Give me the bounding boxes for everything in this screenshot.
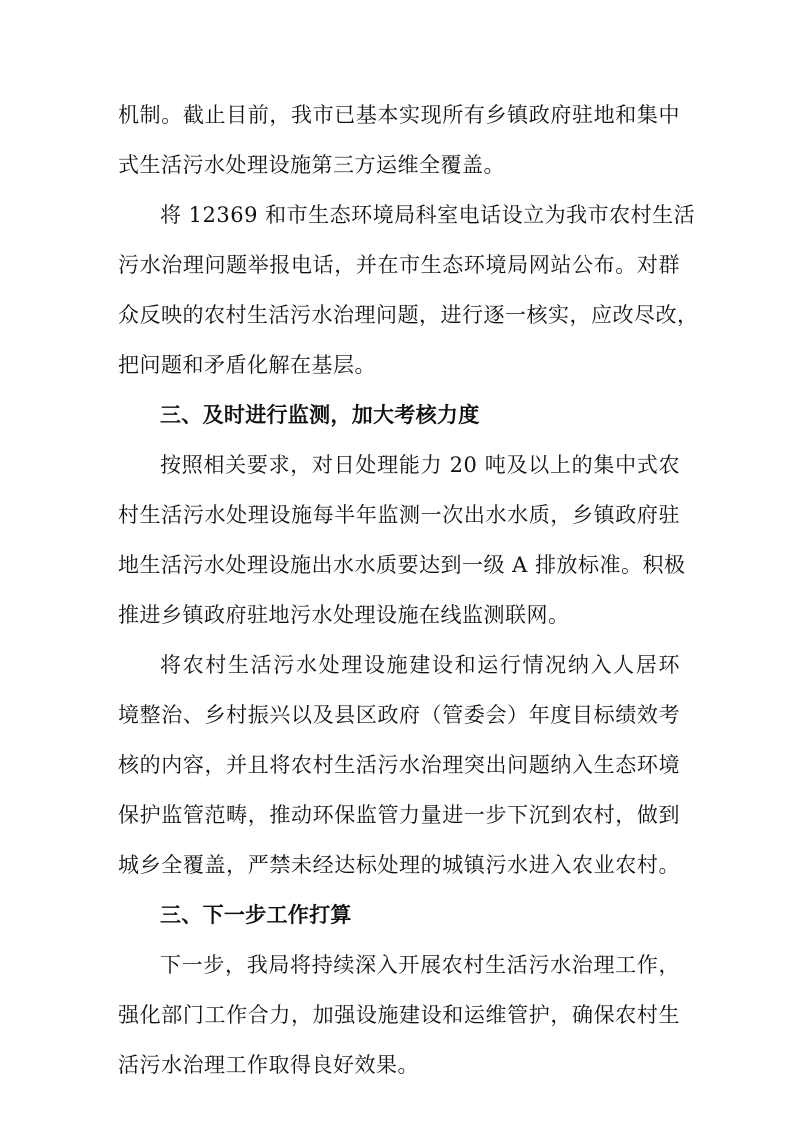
- paragraph-line: 污水治理问题举报电话，并在市生态环境局网站公布。对群: [118, 253, 680, 277]
- paragraph-line: 将 12369 和市生态环境局科室电话设立为我市农村生活: [160, 203, 696, 227]
- section-heading: 三、及时进行监测，加大考核力度: [160, 403, 480, 427]
- paragraph-line: 按照相关要求，对日处理能力 20 吨及以上的集中式农: [160, 453, 680, 477]
- paragraph-line: 活污水治理工作取得良好效果。: [118, 1053, 419, 1077]
- paragraph-line: 村生活污水处理设施每半年监测一次出水水质，乡镇政府驻: [118, 503, 680, 527]
- paragraph-line: 城乡全覆盖，严禁未经达标处理的城镇污水进入农业农村。: [118, 853, 680, 877]
- paragraph-line: 境整治、乡村振兴以及县区政府（管委会）年度目标绩效考: [118, 703, 680, 727]
- paragraph-line: 将农村生活污水处理设施建设和运行情况纳入人居环: [160, 653, 680, 677]
- paragraph-line: 核的内容，并且将农村生活污水治理突出问题纳入生态环境: [118, 753, 680, 777]
- paragraph-line: 众反映的农村生活污水治理问题，进行逐一核实，应改尽改，: [118, 303, 699, 327]
- paragraph-line: 推进乡镇政府驻地污水处理设施在线监测联网。: [118, 603, 570, 627]
- paragraph-line: 把问题和矛盾化解在基层。: [118, 353, 376, 377]
- section-heading: 三、下一步工作打算: [160, 903, 352, 927]
- paragraph-line: 机制。截止目前，我市已基本实现所有乡镇政府驻地和集中: [118, 103, 680, 127]
- paragraph-line: 强化部门工作合力，加强设施建设和运维管护，确保农村生: [118, 1003, 680, 1027]
- paragraph-line: 地生活污水处理设施出水水质要达到一级 A 排放标准。积极: [118, 553, 686, 577]
- paragraph-line: 下一步，我局将持续深入开展农村生活污水治理工作，: [160, 953, 680, 977]
- paragraph-line: 式生活污水处理设施第三方运维全覆盖。: [118, 153, 505, 177]
- paragraph-line: 保护监管范畴，推动环保监管力量进一步下沉到农村，做到: [118, 803, 680, 827]
